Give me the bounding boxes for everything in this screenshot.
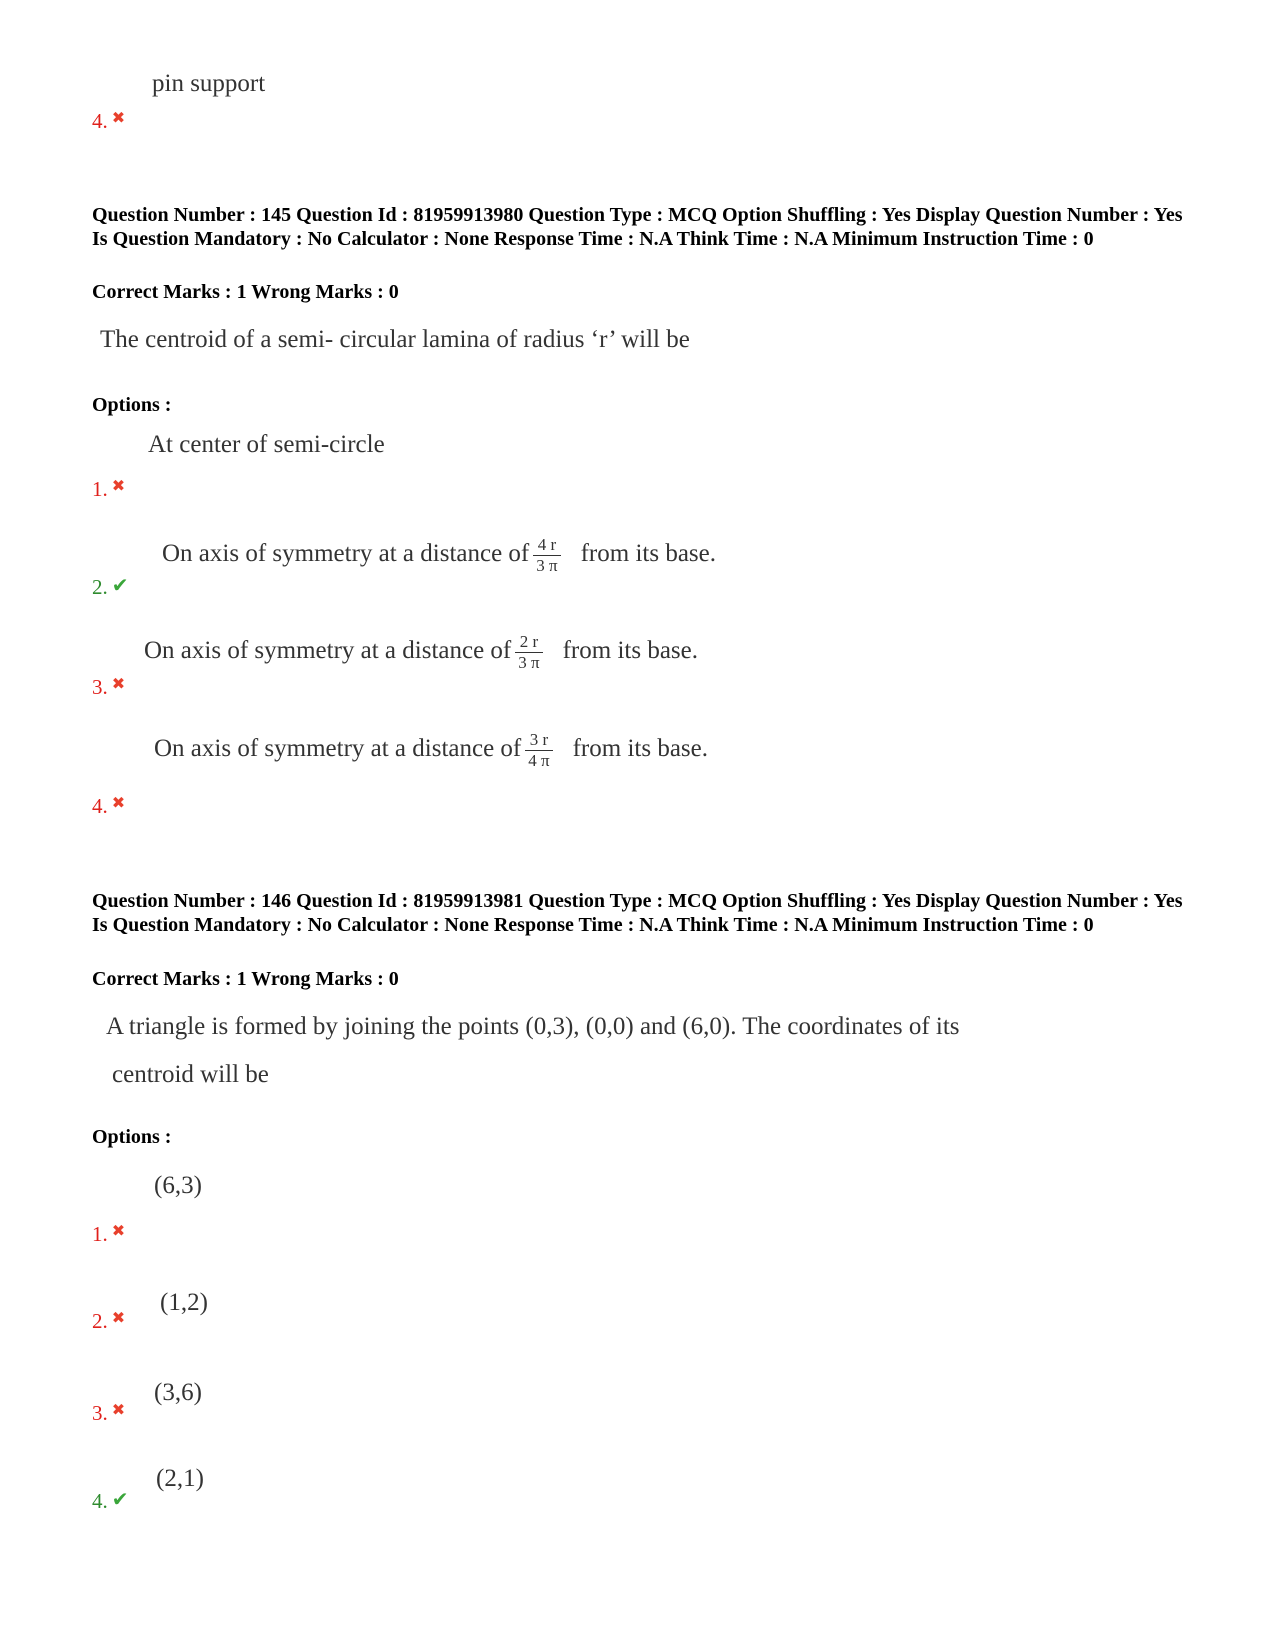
- q146-meta: Question Number : 146 Question Id : 81959913981 Question Type : MCQ Option Shuffling : Yes Display Question Number : Yes Is Question Mandatory : No Calculator : None Response Time : N.A Think Time : N.A Minimum Instruction Time : 0: [92, 890, 1183, 936]
- option-number: 2.: [92, 575, 108, 599]
- q146-option-2-number: [92, 1308, 125, 1334]
- prev-option-4-text: pin support: [152, 70, 266, 97]
- option-number: 3.: [92, 1401, 108, 1425]
- fraction-denominator: 4 π: [528, 751, 550, 770]
- option-number: 2.: [92, 1309, 108, 1333]
- q146-option-3-text: (3,6): [154, 1379, 202, 1406]
- option-number: 4.: [92, 1489, 108, 1513]
- q145-option-2-number: [92, 573, 129, 600]
- option-number: 4.: [92, 794, 108, 818]
- q146-option-3-number: [92, 1400, 125, 1426]
- fraction-numerator: 4 r: [533, 535, 560, 556]
- q146-question-line-1: A triangle is formed by joining the points (0,3), (0,0) and (6,0). The coordinates of its: [106, 1013, 960, 1040]
- fraction: [533, 535, 560, 576]
- option-suffix: from its base.: [580, 540, 716, 568]
- option-suffix: from its base.: [572, 735, 708, 763]
- q145-option-1-number: [92, 476, 125, 502]
- option-prefix: On axis of symmetry at a distance of: [154, 735, 522, 763]
- q146-option-4-text: (2,1): [156, 1465, 204, 1492]
- q146-options-label: Options :: [92, 1126, 172, 1148]
- q145-option-2-text: [162, 535, 716, 576]
- option-prefix: On axis of symmetry at a distance of: [162, 540, 530, 568]
- q146-marks: Correct Marks : 1 Wrong Marks : 0: [92, 968, 399, 990]
- q146-option-2-text: (1,2): [160, 1289, 208, 1316]
- prev-option-4-number: [92, 108, 125, 134]
- fraction: [525, 730, 552, 771]
- q145-meta: Question Number : 145 Question Id : 81959913980 Question Type : MCQ Option Shuffling : Yes Display Question Number : Yes Is Question Mandatory : No Calculator : None Response Time : N.A Think Time : N.A Minimum Instruction Time : 0: [92, 204, 1183, 250]
- wrong-mark-icon: ✖: [111, 110, 126, 127]
- q145-option-1-text: At center of semi-circle: [148, 431, 385, 458]
- correct-mark-icon: ✔: [111, 1489, 129, 1511]
- q145-question-text: The centroid of a semi- circular lamina of radius ‘r’ will be: [100, 326, 690, 353]
- q145-option-4-text: [154, 730, 708, 771]
- fraction-denominator: 3 π: [518, 653, 540, 672]
- q145-marks: Correct Marks : 1 Wrong Marks : 0: [92, 281, 399, 303]
- q146-option-1-number: [92, 1221, 125, 1247]
- wrong-mark-icon: ✖: [111, 795, 126, 812]
- q146-question-line-2: centroid will be: [112, 1061, 269, 1088]
- q146-option-1-text: (6,3): [154, 1172, 202, 1199]
- wrong-mark-icon: ✖: [111, 1402, 126, 1419]
- wrong-mark-icon: ✖: [111, 478, 126, 495]
- q145-option-3-number: [92, 674, 125, 700]
- fraction-numerator: 2 r: [515, 632, 542, 653]
- option-number: 1.: [92, 477, 108, 501]
- option-number: 3.: [92, 675, 108, 699]
- option-number: 4.: [92, 109, 108, 133]
- wrong-mark-icon: ✖: [111, 1223, 126, 1240]
- correct-mark-icon: ✔: [111, 575, 129, 597]
- option-number: 1.: [92, 1222, 108, 1246]
- wrong-mark-icon: ✖: [111, 1310, 126, 1327]
- option-suffix: from its base.: [562, 637, 698, 665]
- q145-option-4-number: [92, 793, 125, 819]
- q146-option-4-number: [92, 1487, 129, 1514]
- option-prefix: On axis of symmetry at a distance of: [144, 637, 512, 665]
- wrong-mark-icon: ✖: [111, 676, 126, 693]
- fraction: [515, 632, 542, 673]
- fraction-denominator: 3 π: [536, 556, 558, 575]
- q145-options-label: Options :: [92, 394, 172, 416]
- q145-option-3-text: [144, 632, 698, 673]
- fraction-numerator: 3 r: [525, 730, 552, 751]
